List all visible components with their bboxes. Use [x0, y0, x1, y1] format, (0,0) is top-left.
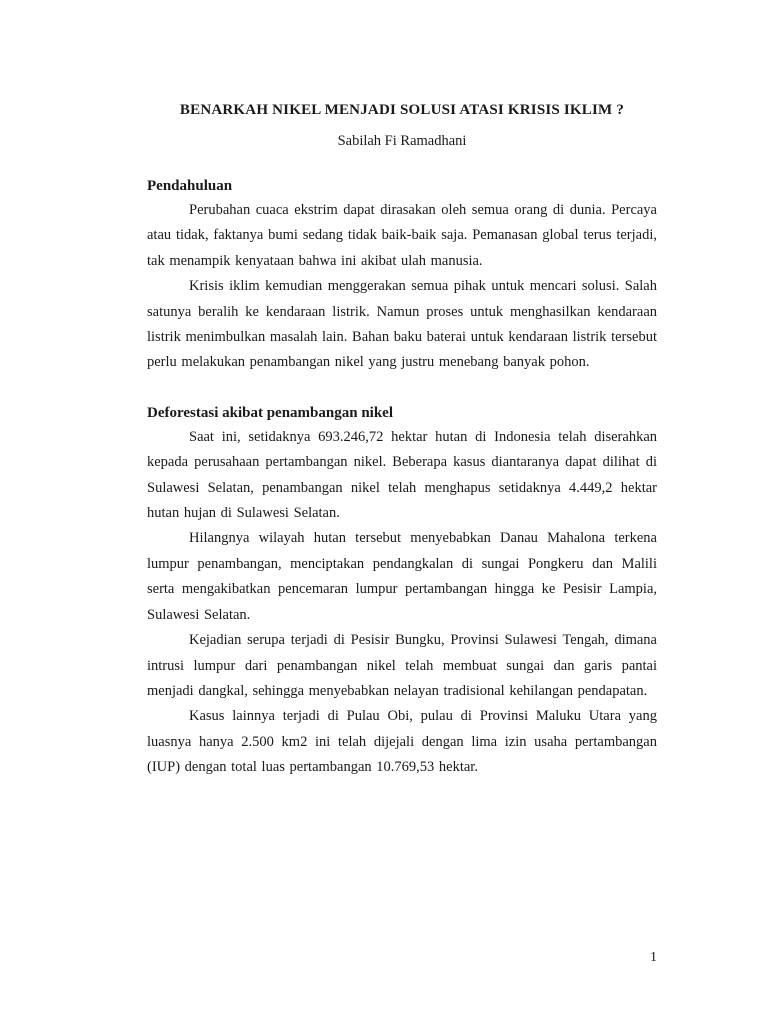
author-name: Sabilah Fi Ramadhani — [337, 133, 467, 149]
paragraph: Saat ini, setidaknya 693.246,72 hektar hutan di Indonesia telah diserahkan kepada perusahaan pertambangan nikel. Beberapa kasus diantaranya dapat dilihat di Sulawesi Selatan, penambangan nikel telah menghapus setidaknya 4.449,2 hektar hutan hujan di Sulawesi Selatan. — [147, 428, 657, 522]
paragraph: Hilangnya wilayah hutan tersebut menyebabkan Danau Mahalona terkena lumpur penambangan, menciptakan pendangkalan di sungai Pongkeru dan Malili serta mengakibatkan pencemaran lumpur pertambangan hingga ke Pesisir Lampia, Sulawesi Selatan. — [147, 530, 657, 623]
section-deforestation — [147, 403, 657, 781]
section-heading: Pendahuluan — [147, 178, 233, 194]
paragraph: Kejadian serupa terjadi di Pesisir Bungku, Provinsi Sulawesi Tengah, dimana intrusi lumpur dari penambangan nikel telah membuat sungai dan garis pantai menjadi dangkal, sehingga menyebabkan nelayan tradisional kehilangan pendapatan. — [147, 632, 657, 699]
document-body — [147, 176, 657, 781]
paragraph: Krisis iklim kemudian menggerakan semua pihak untuk mencari solusi. Salah satunya beralih ke kendaraan listrik. Namun proses untuk menghasilkan kendaraan listrik menimbulkan masalah lain. Bahan baku baterai untuk kendaraan listrik tersebut perlu melakukan penambangan nikel yang justru menebang banyak pohon. — [147, 278, 657, 371]
page-number: 1 — [650, 950, 657, 965]
paragraph: Kasus lainnya terjadi di Pulau Obi, pulau di Provinsi Maluku Utara yang luasnya hanya 2.500 km2 ini telah dijejali dengan lima izin usaha pertambangan (IUP) dengan total luas pertambangan 10.769,53 hektar. — [147, 708, 657, 776]
section-introduction — [147, 176, 657, 376]
section-heading: Deforestasi akibat penambangan nikel — [147, 404, 394, 421]
document-title: BENARKAH NIKEL MENJADI SOLUSI ATASI KRISIS IKLIM ? — [179, 102, 625, 118]
paragraph: Perubahan cuaca ekstrim dapat dirasakan oleh semua orang di dunia. Percaya atau tidak, faktanya bumi sedang tidak baik-baik saja. Pemanasan global terus terjadi, tak menampik kenyataan bahwa ini akibat ulah manusia. — [147, 202, 657, 269]
document-page — [147, 0, 657, 1024]
section-spacer — [147, 376, 657, 403]
